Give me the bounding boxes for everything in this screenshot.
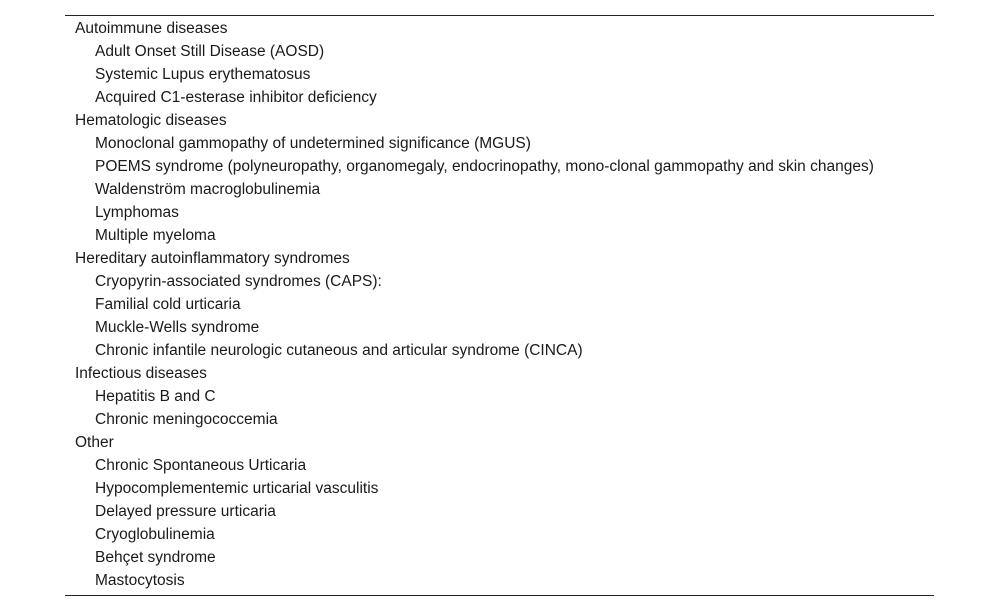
group-heading: Hereditary autoinflammatory syndromes xyxy=(75,250,350,267)
list-item: Chronic meningococcemia xyxy=(95,411,278,428)
list-item: Monoclonal gammopathy of undetermined significance (MGUS) xyxy=(95,135,531,152)
list-item: Muckle-Wells syndrome xyxy=(95,319,260,336)
list-item: Acquired C1-esterase inhibitor deficiency xyxy=(95,89,377,106)
group-infectious xyxy=(65,362,934,431)
group-hematologic xyxy=(65,109,934,247)
list-item: Chronic Spontaneous Urticaria xyxy=(95,457,307,474)
list-item: Waldenström macroglobulinemia xyxy=(95,181,321,198)
list-item: Behçet syndrome xyxy=(95,549,216,566)
list-item: POEMS syndrome (polyneuropathy, organomegaly, endocrinopathy, mono-clonal gammopathy and skin changes) xyxy=(95,158,874,175)
list-item: Delayed pressure urticaria xyxy=(95,503,276,520)
group-heading: Autoimmune diseases xyxy=(75,20,228,37)
list-item: Cryoglobulinemia xyxy=(95,526,215,543)
list-item: Lymphomas xyxy=(95,204,179,221)
list-item: Chronic infantile neurologic cutaneous and articular syndrome (CINCA) xyxy=(95,342,583,359)
list-item: Systemic Lupus erythematosus xyxy=(95,66,311,83)
group-hereditary-autoinflammatory xyxy=(65,247,934,362)
list-item: Adult Onset Still Disease (AOSD) xyxy=(95,43,325,60)
group-heading: Other xyxy=(75,434,114,451)
list-item: Mastocytosis xyxy=(95,572,185,589)
group-other xyxy=(65,431,934,592)
list-item: Familial cold urticaria xyxy=(95,296,241,313)
group-heading: Infectious diseases xyxy=(75,365,207,382)
list-item: Hepatitis B and C xyxy=(95,388,216,405)
group-autoimmune xyxy=(65,17,934,109)
list-item: Hypocomplementemic urticarial vasculitis xyxy=(95,480,379,497)
group-heading: Hematologic diseases xyxy=(75,112,227,129)
list-item: Cryopyrin-associated syndromes (CAPS): xyxy=(95,273,382,290)
disease-table xyxy=(65,15,934,596)
list-item: Multiple myeloma xyxy=(95,227,216,244)
